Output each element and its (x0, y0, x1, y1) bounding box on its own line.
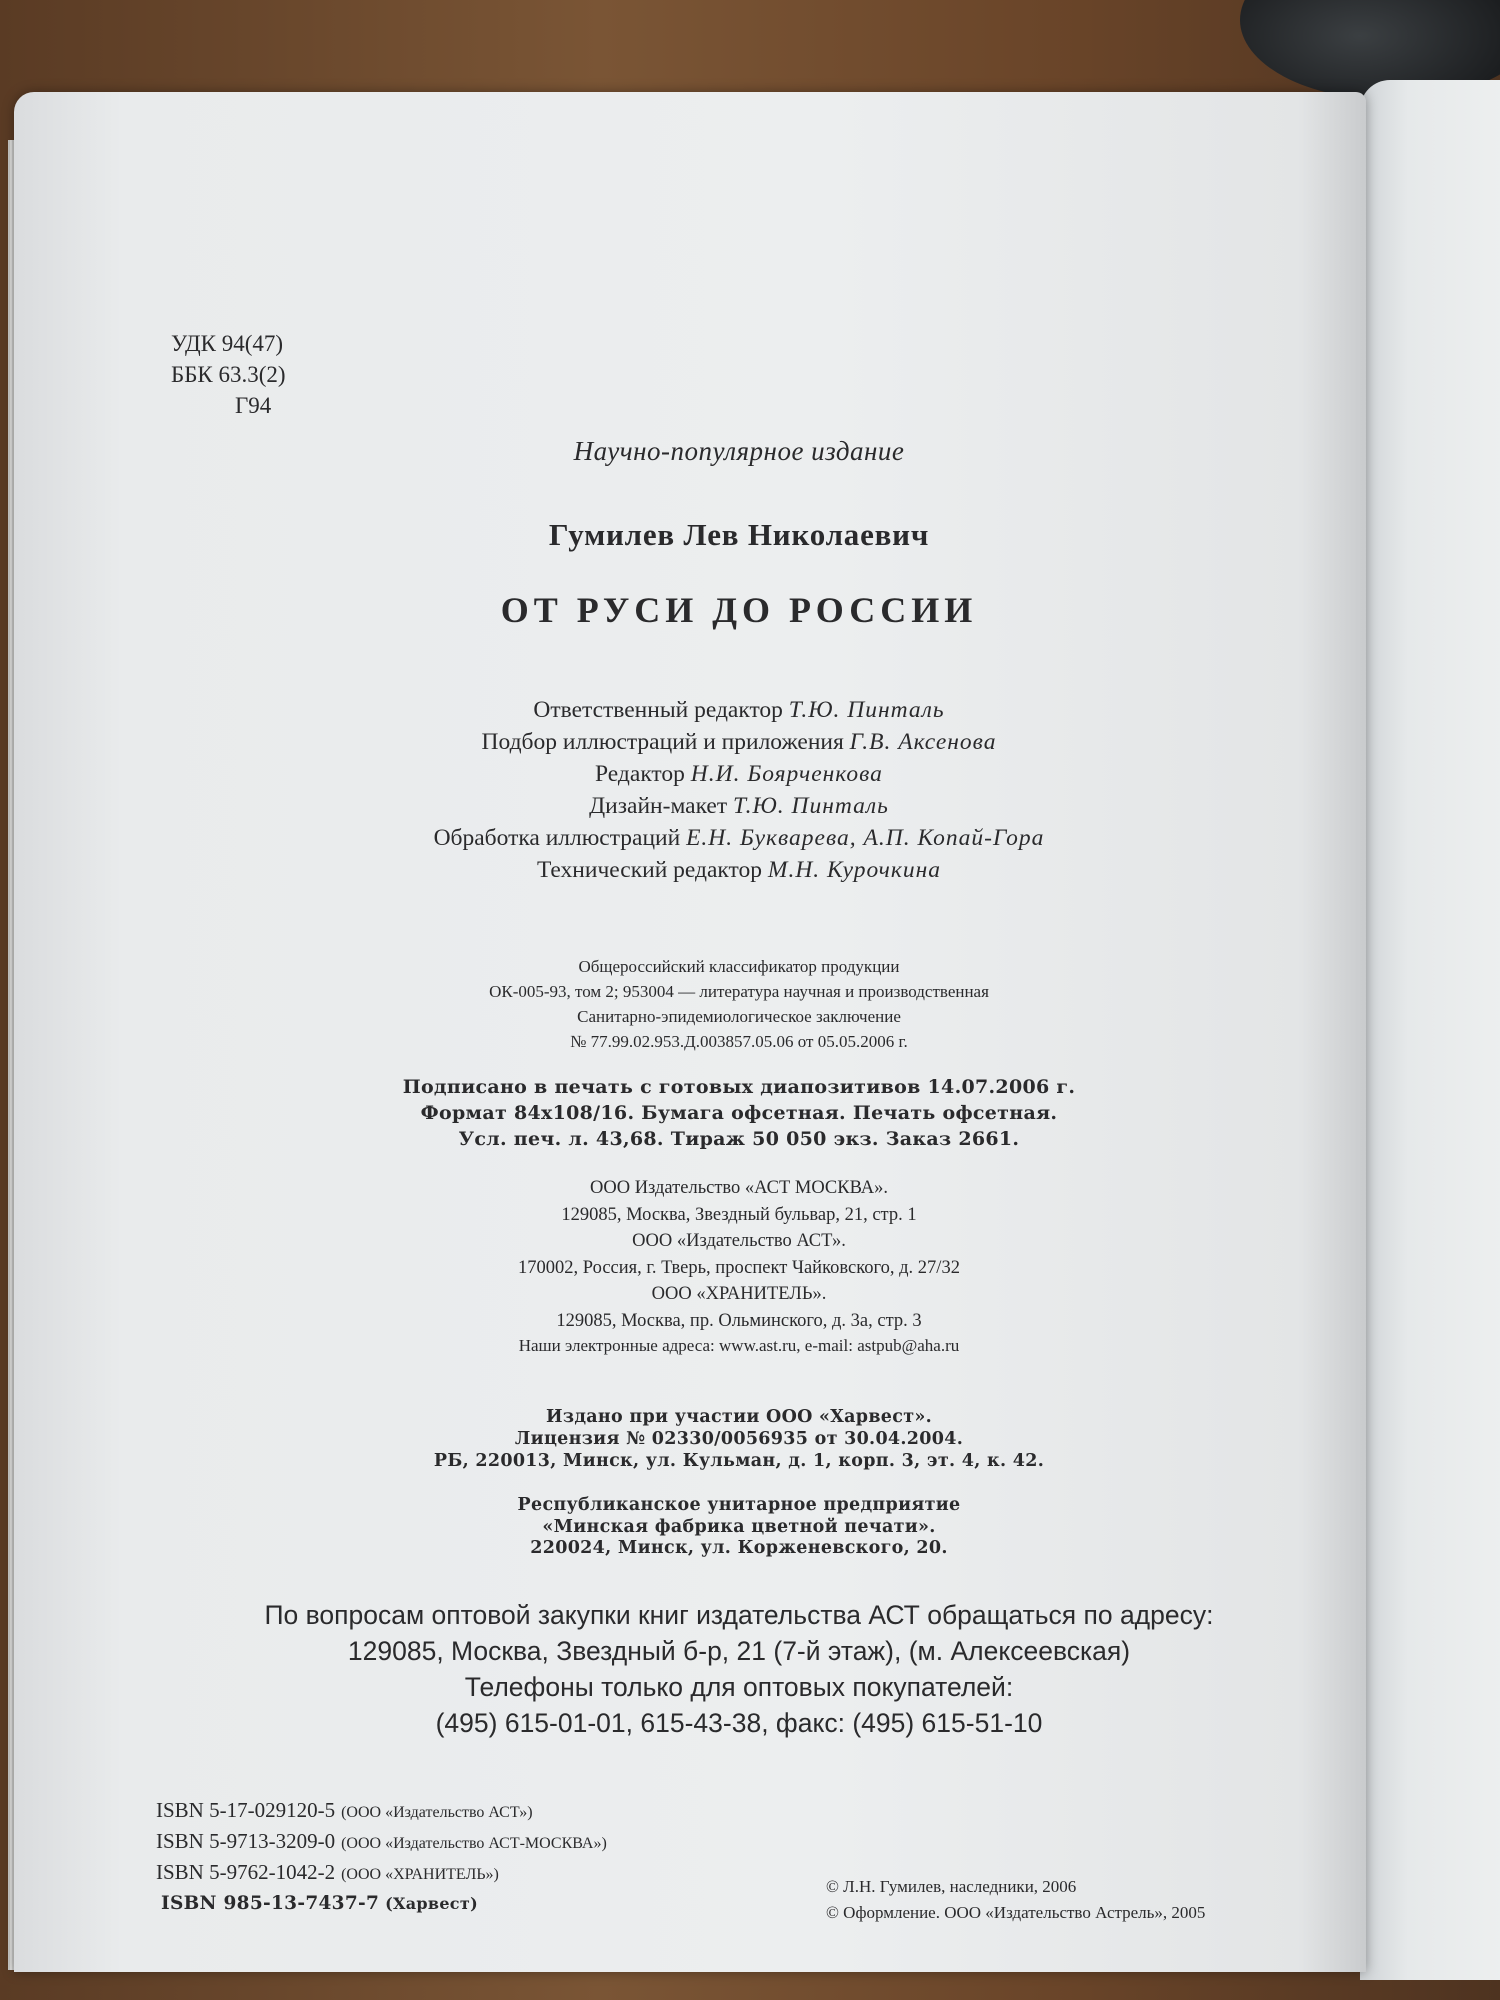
publisher-line: 170002, Россия, г. Тверь, проспект Чайковского, д. 27/32 (518, 1257, 960, 1278)
email-addresses: Наши электронные адреса: www.ast.ru, e-mail: astpub@aha.ru (518, 1336, 960, 1355)
isbn-line: ISBN 5-9713-3209-0 (ООО «Издательство АСТ-МОСКВА») (156, 1829, 607, 1853)
publisher-line: 129085, Москва, пр. Ольминского, д. 3а, стр. 3 (556, 1310, 922, 1331)
wholesale-line: 129085, Москва, Звездный б-р, 21 (7-й этаж), (м. Алексеевская) (347, 1636, 1131, 1666)
udk-code: УДК 94(47) (171, 331, 284, 356)
wholesale-contacts (14, 1597, 1464, 1741)
isbn-line: ISBN 5-9762-1042-2 (ООО «ХРАНИТЕЛЬ») (156, 1860, 499, 1884)
wholesale-line: (495) 615-01-01, 615-43-38, факс: (495) 615-51-10 (435, 1708, 1043, 1738)
bbk-code: ББК 63.3(2) (171, 362, 286, 387)
printer-info (14, 1495, 1464, 1560)
author-name: Гумилев Лев Николаевич (548, 517, 930, 552)
harvest-line: Лицензия № 02330/0056935 от 30.04.2004. (514, 1429, 964, 1449)
classif-line: № 77.99.02.953.Д.003857.05.06 от 05.05.2006 г. (570, 1032, 908, 1051)
credit-line: Подбор иллюстраций и приложения Г.В. Аксенова (481, 729, 997, 755)
harvest-line: РБ, 220013, Минск, ул. Кульман, д. 1, корп. 3, эт. 4, к. 42. (433, 1451, 1045, 1471)
isbn-list (156, 1796, 607, 1918)
harvest-info (14, 1406, 1464, 1472)
publisher-line: ООО Издательство «АСТ МОСКВА». (589, 1178, 888, 1198)
harvest-line: Издано при участии ООО «Харвест». (546, 1407, 932, 1427)
print-line: Усл. печ. л. 43,68. Тираж 50 050 экз. Заказ 2661. (458, 1128, 1020, 1150)
classif-line: ОК-005-93, том 2; 953004 — литература научная и производственная (489, 982, 989, 1001)
credits-list (14, 694, 1464, 886)
credit-line: Технический редактор М.Н. Курочкина (536, 857, 942, 883)
credit-line: Ответственный редактор Т.Ю. Пинталь (533, 697, 945, 723)
edition-type: Научно-популярное издание (573, 436, 905, 466)
copyright-line: © Л.Н. Гумилев, наследники, 2006 (826, 1877, 1077, 1896)
credit-line: Дизайн-макет Т.Ю. Пинталь (589, 793, 889, 819)
classif-line: Общероссийский классификатор продукции (578, 957, 900, 976)
classif-line: Санитарно-эпидемиологическое заключение (577, 1007, 901, 1026)
book-title: ОТ РУСИ ДО РОССИИ (500, 590, 978, 630)
copyright-line: © Оформление. ООО «Издательство Астрель», 2005 (826, 1903, 1206, 1922)
wholesale-line: Телефоны только для оптовых покупателей: (464, 1672, 1014, 1702)
print-details (14, 1074, 1464, 1152)
print-line: Формат 84x108/16. Бумага офсетная. Печать офсетная. (420, 1102, 1058, 1124)
copyright-notice (826, 1874, 1205, 1926)
wholesale-line: По вопросам оптовой закупки книг издательства АСТ обращаться по адресу: (264, 1600, 1214, 1630)
printer-line: «Минская фабрика цветной печати». (542, 1516, 936, 1537)
author-mark: Г94 (235, 393, 272, 418)
product-classification (14, 954, 1464, 1054)
publisher-line: ООО «ХРАНИТЕЛЬ». (651, 1284, 827, 1304)
classification-codes (171, 328, 286, 421)
print-line: Подписано в печать с готовых диапозитивов 14.07.2006 г. (402, 1076, 1076, 1098)
publishers-list (14, 1175, 1464, 1334)
credit-line: Редактор Н.И. Боярченкова (595, 761, 883, 787)
publisher-line: ООО «Издательство АСТ». (632, 1231, 846, 1251)
credit-line: Обработка иллюстраций Е.Н. Букварева, А.П. Копай-Гора (433, 825, 1045, 851)
isbn-line: ISBN 985-13-7437-7 (Харвест) (161, 1893, 478, 1914)
printer-line: Республиканское унитарное предприятие (517, 1495, 961, 1515)
imprint-page (14, 92, 1366, 1972)
isbn-line: ISBN 5-17-029120-5 (ООО «Издательство АСТ») (156, 1798, 533, 1822)
publisher-line: 129085, Москва, Звездный бульвар, 21, стр. 1 (561, 1204, 917, 1225)
printer-line: 220024, Минск, ул. Корженевского, 20. (530, 1538, 948, 1558)
